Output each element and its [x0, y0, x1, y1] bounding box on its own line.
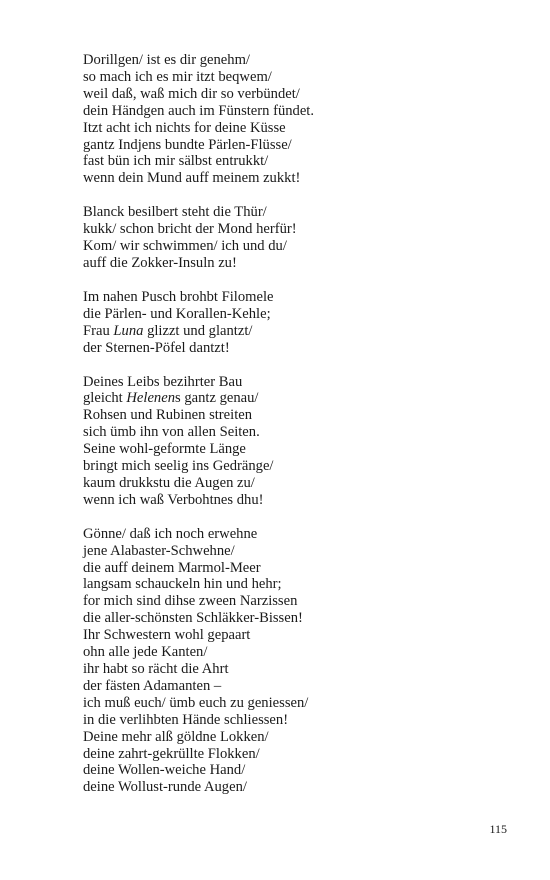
poem-line: die Pärlen- und Korallen-Kehle; — [83, 305, 271, 322]
poem-line: gantz Indjens bundte Pärlen-Flüsse/ — [83, 136, 292, 153]
poem-line: deine Wollen-weiche Hand/ — [83, 762, 246, 779]
poem-line: Deine mehr alß göldne Lokken/ — [83, 728, 269, 745]
stanza — [83, 526, 503, 797]
poem-line: dein Händgen auch im Fünstern fündet. — [83, 102, 315, 119]
poem-line: bringt mich seelig ins Gedränge/ — [83, 458, 274, 475]
poem-line: for mich sind dihse zween Narzissen — [83, 593, 298, 610]
poem-line: Seine wohl-geformte Länge — [83, 441, 246, 458]
italic-name: Helenen — [126, 390, 175, 407]
poem-line: Kom/ wir schwimmen/ ich und du/ — [83, 238, 287, 255]
poem-line: die auff deinem Marmol-Meer — [83, 559, 261, 576]
poem-line: fast bün ich mir sälbst entrukkt/ — [83, 153, 269, 170]
stanza — [83, 52, 503, 187]
poem-line: so mach ich es mir itzt beqwem/ — [83, 68, 272, 85]
poem-text — [83, 52, 503, 813]
poem-line: auff die Zokker-Insuln zu! — [83, 254, 237, 271]
poem-line: der Sternen-Pöfel dantzt! — [83, 339, 230, 356]
poem-line: deine Wollust-runde Augen/ — [83, 779, 247, 796]
stanza — [83, 374, 503, 509]
poem-line: Blanck besilbert steht die Thür/ — [83, 204, 267, 221]
poem-line: wenn dein Mund auff meinem zukkt! — [83, 170, 301, 187]
poem-line: ich muß euch/ ümb euch zu geniessen/ — [83, 694, 309, 711]
poem-line: Itzt acht ich nichts for deine Küsse — [83, 119, 286, 136]
poem-line: weil daß, waß mich dir so verbündet/ — [83, 85, 300, 102]
poem-line: Dorillgen/ ist es dir genehm/ — [83, 52, 250, 68]
poem-line: gleicht Helenens gantz genau/ — [83, 390, 259, 407]
poem-line: der fästen Adamanten – — [83, 677, 222, 694]
poem-line: ihr habt so rächt die Ahrt — [83, 661, 229, 677]
poem-line: deine zahrt-gekrüllte Flokken/ — [83, 745, 260, 762]
italic-name: Luna — [113, 322, 144, 339]
poem-line: Deines Leibs bezihrter Bau — [83, 373, 243, 390]
poem-line: die aller-schönsten Schläkker-Bissen! — [83, 610, 303, 627]
poem-line: Gönne/ daß ich noch erwehne — [83, 525, 258, 542]
poem-line: wenn ich waß Verbohtnes dhu! — [83, 491, 264, 508]
stanza — [83, 289, 503, 357]
poem-line: Ihr Schwestern wohl gepaart — [83, 627, 251, 644]
poem-line: Im nahen Pusch brohbt Filomele — [83, 288, 274, 305]
poem-line: Frau Luna glizzt und glantzt/ — [83, 322, 253, 339]
poem-line: Rohsen und Rubinen streiten — [83, 407, 253, 424]
stanza — [83, 204, 503, 272]
poem-line: jene Alabaster-Schwehne/ — [83, 542, 235, 559]
poem-line: in die verlihbten Hände schliessen! — [83, 711, 289, 728]
poem-line: langsam schauckeln hin und hehr; — [83, 576, 282, 593]
page-number: 115 — [489, 822, 507, 836]
poem-line: kaum drukkstu die Augen zu/ — [83, 474, 255, 491]
poem-line: kukk/ schon bricht der Mond herfür! — [83, 221, 297, 238]
poem-line: sich ümb ihn von allen Seiten. — [83, 424, 260, 441]
poem-line: ohn alle jede Kanten/ — [83, 644, 208, 661]
